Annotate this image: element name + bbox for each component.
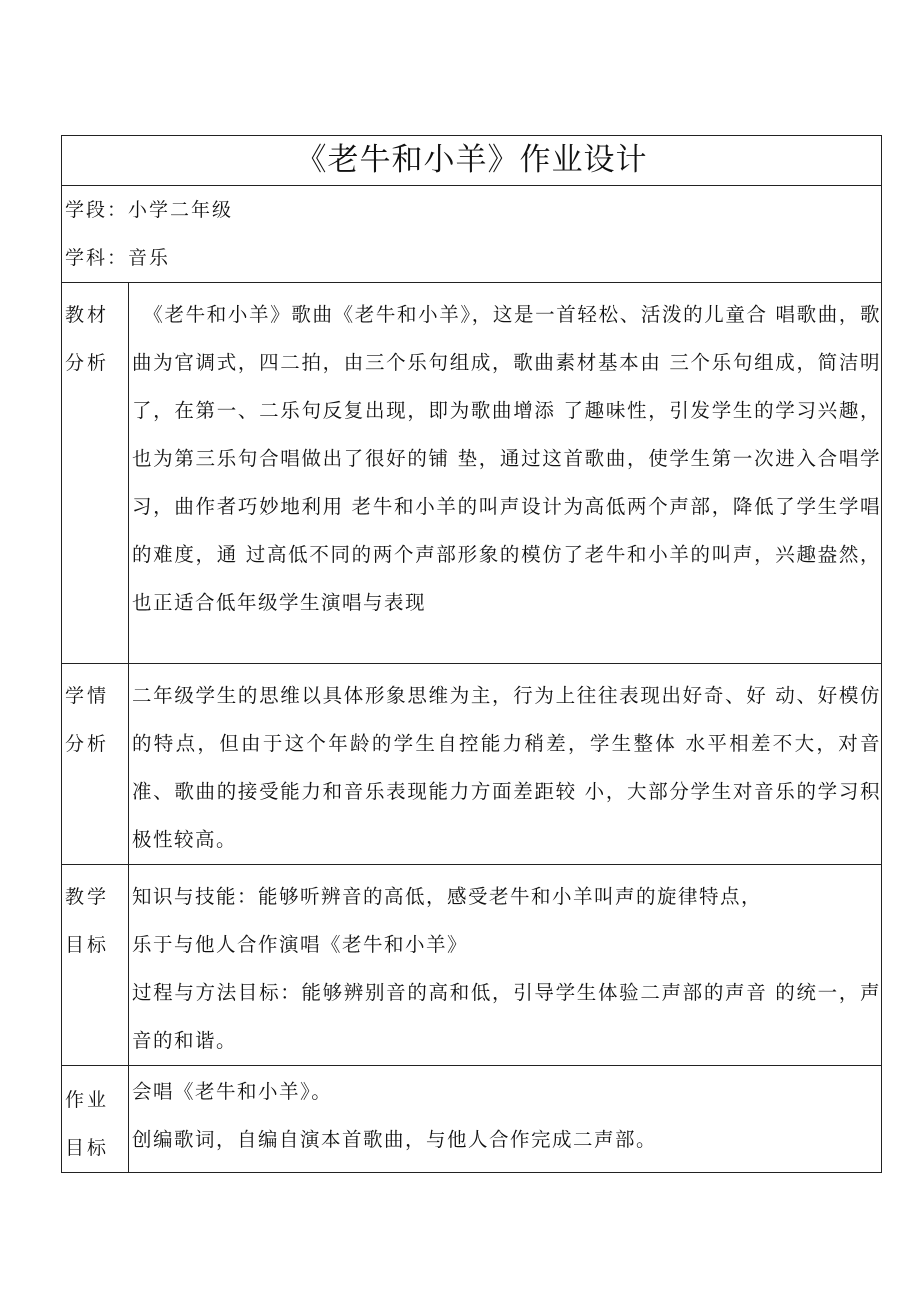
goal-line-3: 过程与方法目标：能够辨别音的高和低，引导学生体验二声部的声音 的统一，声音的和谐。 <box>132 981 881 1052</box>
label-line: 作业 <box>65 1089 110 1111</box>
homework-goal-row <box>62 1066 882 1173</box>
homework-line-2: 创编歌词，自编自演本首歌曲，与他人合作完成二声部。 <box>132 1128 658 1151</box>
label-line: 目标 <box>65 934 110 956</box>
goal-line-1: 知识与技能：能够听辨音的高低，感受老牛和小羊叫声的旋律特点， <box>132 885 763 908</box>
info-row <box>62 186 882 283</box>
student-analysis-row <box>62 664 882 865</box>
textbook-analysis-label <box>62 283 129 664</box>
homework-line-1: 会唱《老牛和小羊》。 <box>132 1080 333 1103</box>
teaching-goal-label <box>62 865 129 1066</box>
label-line: 分析 <box>65 352 110 374</box>
homework-goal-label <box>62 1066 129 1173</box>
textbook-analysis-row <box>62 283 882 664</box>
label-line: 分析 <box>65 733 110 755</box>
label-line: 教学 <box>65 886 110 908</box>
document-title: 《老牛和小羊》作业设计 <box>62 136 882 186</box>
homework-design-table <box>61 135 882 1173</box>
label-line: 学情 <box>65 685 110 707</box>
teaching-goal-row <box>62 865 882 1066</box>
teaching-goal-content <box>129 865 882 1066</box>
homework-goal-content <box>129 1066 882 1173</box>
student-analysis-text: 二年级学生的思维以具体形象思维为主，行为上往往表现出好奇、好 动、好模仿的特点，但由于这个年龄的学生自控能力稍差，学生整体 水平相差不大，对音准、歌曲的接受能力和音乐表现能力方面差距较 小，大部分学生对音乐的学习积极性较高。 <box>132 684 881 851</box>
info-cell <box>62 186 882 283</box>
subject-text: 学科：音乐 <box>65 247 171 269</box>
label-line: 目标 <box>65 1137 110 1159</box>
textbook-analysis-text: 《老牛和小羊》歌曲《老牛和小羊》，这是一首轻松、活泼的儿童合 唱歌曲，歌曲为官调式，四二拍，由三个乐句组成，歌曲素材基本由 三个乐句组成，简洁明了，在第一、二乐句反复出现，即为歌曲增添 了趣味性，引发学生的学习兴趣，也为第三乐句合唱做出了很好的铺 垫，通过这首歌曲，使学生第一次进入合唱学习，曲作者巧妙地利用 老牛和小羊的叫声设计为高低两个声部，降低了学生学唱的难度，通 过高低不同的两个声部形象的模仿了老牛和小羊的叫声，兴趣盎然， 也正适合低年级学生演唱与表现 <box>132 303 881 614</box>
stage-text: 学段：小学二年级 <box>65 199 234 221</box>
student-analysis-content <box>129 664 882 865</box>
label-line: 教材 <box>65 304 110 326</box>
student-analysis-label <box>62 664 129 865</box>
textbook-analysis-content <box>129 283 882 664</box>
title-row <box>62 136 882 186</box>
goal-line-2: 乐于与他人合作演唱《老牛和小羊》 <box>132 933 469 956</box>
